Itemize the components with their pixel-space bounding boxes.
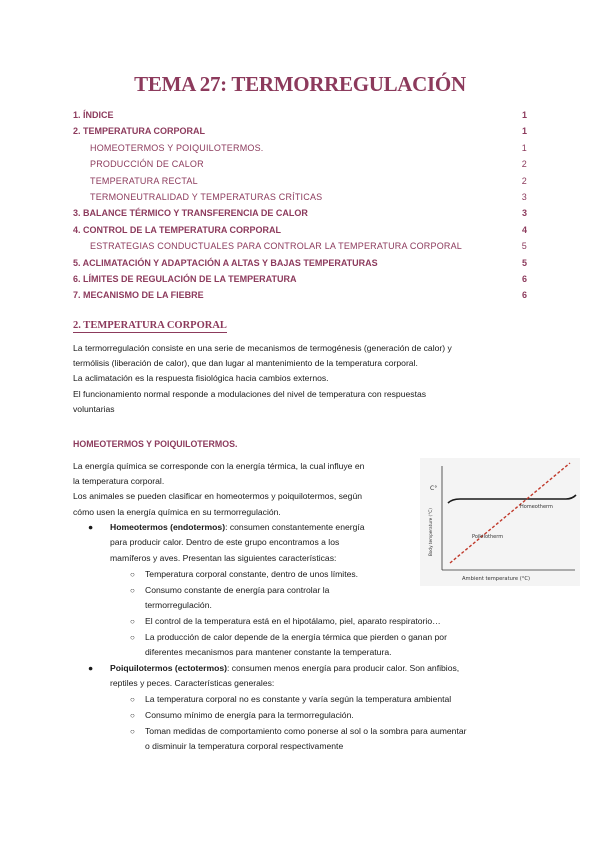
toc-item-page: 6 (521, 290, 527, 301)
toc-item[interactable] (73, 156, 527, 172)
toc-item-page: 1 (521, 110, 527, 120)
sub-bullet (130, 614, 525, 629)
sub-bullet-text: o disminuir la temperatura corporal respectivamente (145, 741, 344, 752)
paragraph-line: voluntarias (73, 403, 115, 414)
homeotherm-label: Homeotherm (520, 504, 553, 510)
toc-item-page: 5 (521, 257, 527, 268)
circle-bullet-icon: ○ (130, 633, 135, 642)
circle-bullet-icon: ○ (130, 711, 135, 720)
toc-item-label: 6. LÍMITES DE REGULACIÓN DE LA TEMPERATURA (73, 273, 297, 284)
toc-item[interactable] (73, 238, 527, 254)
toc-item-label: 3. BALANCE TÉRMICO Y TRANSFERENCIA DE CALOR (73, 208, 308, 219)
toc-item-page: 1 (521, 142, 527, 153)
toc-item-label: TERMONEUTRALIDAD Y TEMPERATURAS CRÍTICAS (90, 191, 323, 202)
bullet-homeotermos (88, 520, 410, 566)
toc-item-page: 6 (521, 273, 527, 284)
toc-item-page: 2 (521, 159, 527, 170)
circle-bullet-icon: ○ (130, 695, 135, 704)
paragraph-line: Los animales se pueden clasificar en homeotermos y poiquilotermos, según (73, 491, 363, 502)
paragraph-line: El funcionamiento normal responde a modulaciones del nivel de temperatura con respuestas (73, 388, 427, 399)
sub-bullet (130, 692, 530, 707)
bullet-text: : consumen menos energía para producir calor. Son anfibios, (227, 663, 460, 673)
toc-item[interactable] (73, 140, 527, 156)
sub-bullet-text: termorregulación. (145, 600, 212, 611)
bullet-text: reptiles y peces. Características generales: (110, 678, 275, 689)
paragraph-line: La energía química se corresponde con la energía térmica, la cual influye en (73, 461, 365, 471)
subsection-heading-homeotermos: HOMEOTERMOS Y POIQUILOTERMOS. (73, 439, 238, 449)
paragraph-line: cómo usen la energía química en su termorregulación. (73, 506, 281, 517)
thermoregulation-figure (420, 458, 580, 586)
sub-bullet-text: Consumo constante de energía para controlar la (145, 585, 330, 595)
toc-item[interactable] (73, 287, 527, 303)
figure-y-short-label: C° (430, 485, 438, 492)
toc-item-page: 2 (521, 175, 527, 186)
bullet-text: : consumen constantemente energía (225, 522, 365, 532)
toc-item-label: 4. CONTROL DE LA TEMPERATURA CORPORAL (73, 224, 282, 235)
toc-item-label: HOMEOTERMOS Y POIQUILOTERMOS. (90, 142, 264, 153)
bullet-dot-icon: ● (88, 663, 94, 673)
figure-background (420, 458, 580, 586)
sub-bullet-text: La producción de calor depende de la energía térmica que pierden o ganan por (145, 632, 447, 642)
toc-item-label: 7. MECANISMO DE LA FIEBRE (73, 290, 204, 301)
sub-bullet (130, 583, 405, 614)
toc-item[interactable] (73, 222, 527, 238)
section-heading-temperatura-corporal: 2. TEMPERATURA CORPORAL (73, 320, 227, 331)
paragraph-line: La aclimatación es la respuesta fisiológica hacia cambios externos. (73, 373, 329, 384)
section-intro-paragraph (73, 341, 533, 417)
toc-item-page: 4 (521, 224, 527, 235)
sub-bullet (130, 630, 525, 661)
bullet-dot-icon: ● (88, 522, 94, 532)
toc-item-label: 5. ACLIMATACIÓN Y ADAPTACIÓN A ALTAS Y BAJAS TEMPERATURAS (73, 257, 378, 268)
toc-item[interactable] (73, 271, 527, 287)
toc-item-label: 1. ÍNDICE (73, 110, 114, 120)
toc-item-page: 1 (521, 126, 527, 137)
toc-item-label: TEMPERATURA RECTAL (90, 175, 198, 186)
circle-bullet-icon: ○ (130, 727, 135, 736)
circle-bullet-icon: ○ (130, 570, 135, 579)
toc-item-label: 2. TEMPERATURA CORPORAL (73, 126, 206, 137)
sub-bullet-text: Consumo mínimo de energía para la termorregulación. (145, 710, 354, 720)
subsection-intro-paragraph (73, 459, 418, 520)
bullet-term: Poiquilotermos (ectotermos) (110, 663, 227, 673)
sub-bullet-text: Toman medidas de comportamiento como ponerse al sol o la sombra para aumentar (145, 726, 467, 736)
sub-bullet-text: El control de la temperatura está en el hipotálamo, piel, aparato respiratorio… (145, 616, 441, 626)
toc-item[interactable] (73, 123, 527, 139)
figure-x-label: Ambient temperature (°C) (462, 576, 531, 582)
sub-bullet-text: La temperatura corporal no es constante y varía según la temperatura ambiental (145, 694, 452, 704)
toc-item-page: 3 (521, 191, 527, 202)
sub-bullet (130, 567, 405, 582)
sub-bullet (130, 724, 530, 755)
toc-item[interactable] (73, 173, 527, 189)
toc-item[interactable] (73, 255, 527, 271)
bullet-poiquilotermos (88, 661, 530, 692)
sub-bullet (130, 708, 530, 723)
toc-item-label: ESTRATEGIAS CONDUCTUALES PARA CONTROLAR LA TEMPERATURA CORPORAL (90, 241, 463, 252)
toc-item[interactable] (73, 107, 527, 123)
paragraph-line: termólisis (liberación de calor), que dan lugar al mantenimiento de la temperatura corporal. (73, 358, 418, 369)
toc-item[interactable] (73, 189, 527, 205)
toc-item[interactable] (73, 205, 527, 221)
toc-item-label: PRODUCCIÓN DE CALOR (90, 159, 204, 170)
sub-bullet-text: diferentes mecanismos para mantener constante la temperatura. (145, 647, 392, 658)
toc-item-page: 5 (521, 241, 527, 252)
circle-bullet-icon: ○ (130, 617, 135, 626)
sub-bullet-text: Temperatura corporal constante, dentro de unos límites. (145, 569, 359, 579)
bullet-text: mamíferos y aves. Presentan las siguientes características: (110, 552, 337, 563)
bullet-term: Homeotermos (endotermos) (110, 522, 226, 532)
poikilotherm-label: Poikilotherm (472, 534, 504, 540)
table-of-contents (73, 107, 527, 304)
paragraph-line: La termorregulación consiste en una serie de mecanismos de termogénesis (generación de calor) y (73, 343, 452, 353)
page-title: TEMA 27: TERMORREGULACIÓN (134, 72, 466, 96)
circle-bullet-icon: ○ (130, 586, 135, 595)
toc-item-page: 3 (521, 208, 527, 219)
bullet-text: para producir calor. Dentro de este grupo encontramos a los (110, 537, 340, 548)
paragraph-line: la temperatura corporal. (73, 476, 165, 487)
figure-y-label: Body temperature (°C) (428, 508, 433, 556)
